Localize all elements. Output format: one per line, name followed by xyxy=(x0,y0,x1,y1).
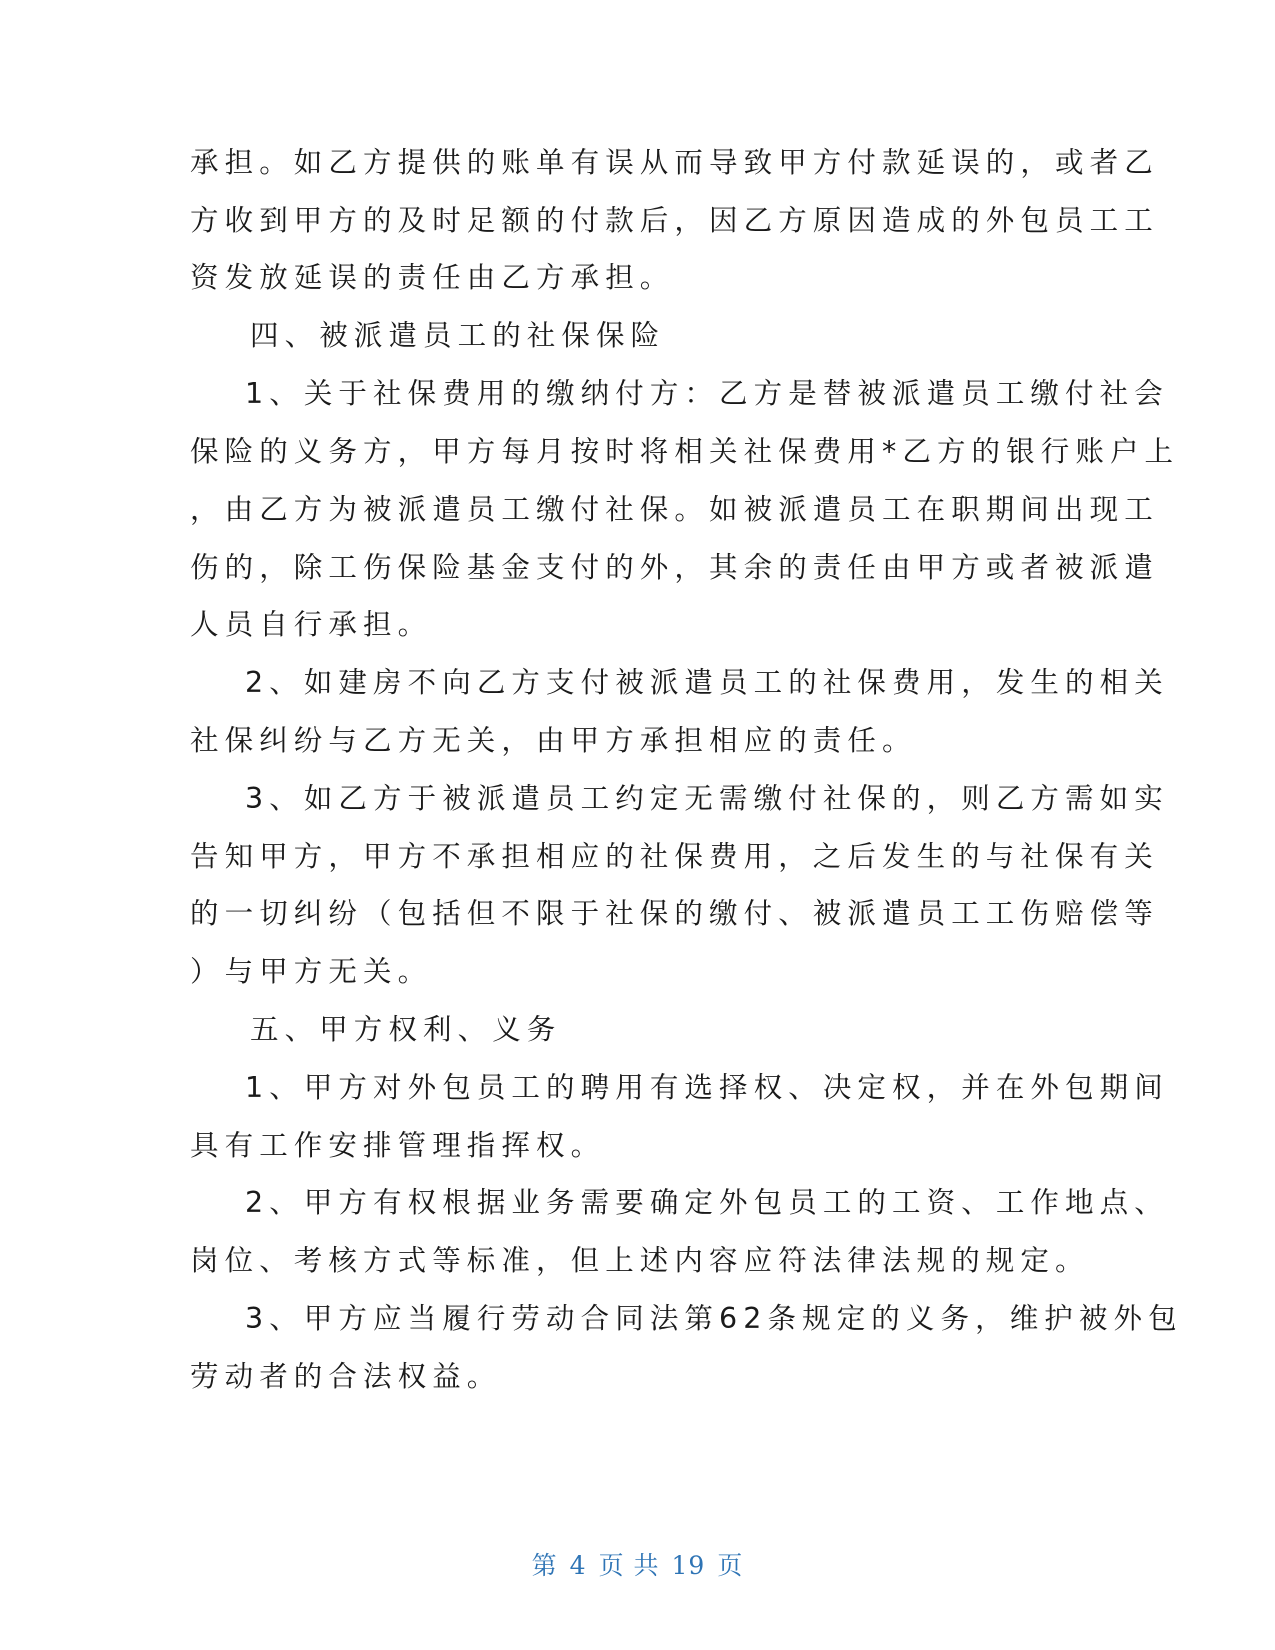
section-heading-four: 四、被派遣员工的社保保险 xyxy=(250,319,666,352)
section-heading-five: 五、甲方权利、义务 xyxy=(250,1013,562,1046)
body-line: 岗位、考核方式等标准，但上述内容应符法律法规的规定。 xyxy=(190,1244,1090,1277)
footer-prefix: 第 xyxy=(531,1551,558,1580)
body-line: ，由乙方为被派遣员工缴付社保。如被派遣员工在职期间出现工 xyxy=(190,493,1159,526)
footer-suffix: 页 xyxy=(717,1551,744,1580)
body-line: 告知甲方，甲方不承担相应的社保费用，之后发生的与社保有关 xyxy=(190,840,1159,873)
body-line: 3、如乙方于被派遣员工约定无需缴付社保的，则乙方需如实 xyxy=(245,782,1169,815)
body-line: 2、甲方有权根据业务需要确定外包员工的工资、工作地点、 xyxy=(245,1186,1169,1219)
body-line: 的一切纠纷（包括但不限于社保的缴付、被派遣员工工伤赔偿等 xyxy=(190,897,1159,930)
body-line: 承担。如乙方提供的账单有误从而导致甲方付款延误的，或者乙 xyxy=(190,146,1159,179)
body-line: 具有工作安排管理指挥权。 xyxy=(190,1129,606,1162)
body-line: 3、甲方应当履行劳动合同法第62条规定的义务，维护被外包 xyxy=(245,1302,1183,1335)
body-line: 方收到甲方的及时足额的付款后，因乙方原因造成的外包员工工 xyxy=(190,204,1159,237)
body-line: 资发放延误的责任由乙方承担。 xyxy=(190,261,675,294)
footer-middle: 页 共 xyxy=(598,1551,660,1580)
body-line: 伤的，除工伤保险基金支付的外，其余的责任由甲方或者被派遣 xyxy=(190,551,1159,584)
body-line: 人员自行承担。 xyxy=(190,608,433,641)
body-line: 2、如建房不向乙方支付被派遣员工的社保费用，发生的相关 xyxy=(245,666,1169,699)
current-page-number: 4 xyxy=(569,1551,587,1580)
body-line: 社保纠纷与乙方无关，由甲方承担相应的责任。 xyxy=(190,724,917,757)
body-line: 劳动者的合法权益。 xyxy=(190,1360,502,1393)
body-line: 1、关于社保费用的缴纳付方：乙方是替被派遣员工缴付社会 xyxy=(245,377,1169,410)
page-footer xyxy=(0,1546,1275,1582)
body-line: 保险的义务方，甲方每月按时将相关社保费用*乙方的银行账户上 xyxy=(190,435,1180,468)
body-line: 1、甲方对外包员工的聘用有选择权、决定权，并在外包期间 xyxy=(245,1071,1169,1104)
body-line: ）与甲方无关。 xyxy=(190,955,433,988)
total-pages-number: 19 xyxy=(671,1551,706,1580)
